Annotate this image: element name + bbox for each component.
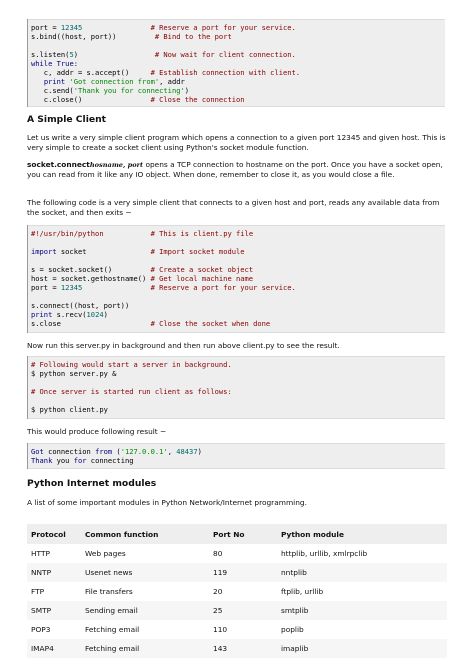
cell-python-module: nntplib — [277, 563, 447, 582]
cell-python-module: httplib, urllib, xmlrpclib — [281, 549, 368, 558]
code-token: '127.0.0.1' — [120, 447, 168, 456]
code-token: ) — [103, 310, 108, 319]
code-token: s.listen( — [31, 50, 70, 59]
cell-common-function: File transfers — [85, 587, 133, 596]
code-token: for — [73, 456, 87, 465]
code-token: s.connect((host, port)) — [31, 301, 130, 310]
code-token: s.bind(( — [31, 32, 66, 41]
code-line — [31, 238, 441, 247]
code-token: ) — [184, 86, 190, 95]
code-line — [31, 23, 441, 32]
code-token: host = socket.gethostname() — [31, 274, 147, 283]
code-token: # Following would start a server in background. — [31, 360, 232, 369]
code-token: : — [73, 59, 79, 68]
table-row — [27, 639, 447, 658]
code-token: # Get local machine name — [146, 274, 254, 283]
code-token — [31, 77, 44, 86]
code-line — [31, 405, 441, 414]
code-token: True — [56, 59, 74, 68]
code-line — [31, 360, 441, 369]
code-token: s = socket.socket() — [31, 265, 113, 274]
code-line — [31, 292, 441, 301]
code-token: socket — [56, 247, 87, 256]
cell-common-function: Usenet news — [81, 563, 209, 582]
code-line — [31, 283, 441, 292]
code-token: connecting — [86, 456, 134, 465]
code-line — [31, 50, 441, 59]
code-line — [31, 319, 441, 328]
code-token: import — [31, 247, 57, 256]
code-token: # Bind to the port — [116, 32, 232, 41]
code-token: s.recv( — [52, 310, 87, 319]
code-line — [31, 68, 441, 77]
result-intro-paragraph: This would produce following result − — [27, 427, 167, 436]
code-token: # Close the socket when done — [60, 319, 271, 328]
cell-protocol: POP3 — [31, 625, 51, 634]
table-row — [27, 544, 447, 563]
code-token: 'Thank you for connecting' — [73, 86, 185, 95]
table-row — [27, 563, 447, 582]
code-token: # Close the connection — [82, 95, 245, 104]
code-token: c.send( — [31, 86, 74, 95]
code-line — [31, 247, 441, 256]
code-line — [31, 59, 441, 68]
code-token: from — [95, 447, 113, 456]
code-line — [31, 32, 441, 41]
code-token: 1024 — [86, 310, 104, 319]
code-block-rule — [27, 356, 28, 419]
code-block-rule — [27, 19, 28, 107]
cell-common-function: Web pages — [85, 549, 126, 558]
code-token: you — [52, 456, 74, 465]
cell-protocol: IMAP4 — [27, 639, 81, 658]
socket-connect-term: socket.connect — [27, 160, 90, 169]
code-token: # Reserve a port for your service. — [82, 283, 296, 292]
code-token: port = — [31, 23, 61, 32]
code-token: c.close() — [31, 95, 83, 104]
code-token: Got — [31, 447, 44, 456]
client-code-block — [27, 225, 445, 333]
modules-table — [27, 524, 447, 658]
socket-connect-description: opens a TCP connection to hostname on the port. Once you have a socket open, you can read from it like any IO object. When done, remember to close it, as you would close a file. — [27, 160, 443, 179]
code-token: print — [43, 77, 66, 86]
code-token: connection — [43, 447, 96, 456]
code-token: # Import socket module — [86, 247, 245, 256]
code-token: ) — [73, 50, 78, 59]
client-intro-paragraph: The following code is a very simple client that connects to a given host and port, reads any available data from the socket, and then exits − — [27, 198, 440, 217]
code-token: port = — [31, 283, 61, 292]
cell-common-function: Fetching email — [85, 625, 140, 634]
code-line — [31, 456, 441, 465]
code-token: , — [167, 447, 177, 456]
cell-common-function: Sending email — [81, 601, 209, 620]
cell-port-no: 25 — [209, 601, 277, 620]
code-token: $ python client.py — [31, 405, 108, 414]
code-line — [31, 274, 441, 283]
code-line — [31, 265, 441, 274]
header-python-module: Python module — [277, 524, 447, 544]
table-header-row — [27, 524, 447, 544]
cell-python-module: poplib — [281, 625, 304, 634]
code-token: s.close — [31, 319, 61, 328]
table-row — [27, 601, 447, 620]
cell-protocol: HTTP — [31, 549, 50, 558]
code-line — [31, 301, 441, 310]
header-protocol: Protocol — [27, 524, 81, 544]
code-token: # Once server is started run client as follows: — [31, 387, 232, 396]
code-line — [31, 378, 441, 387]
code-token: # Now wait for client connection. — [78, 50, 296, 59]
code-token: while — [31, 59, 53, 68]
run-instructions-paragraph: Now run this server.py in background and then run above client.py to see the result. — [27, 341, 340, 350]
cell-port-no: 119 — [209, 563, 277, 582]
table-row — [27, 582, 447, 601]
code-line — [31, 229, 441, 238]
cell-python-module: imaplib — [277, 639, 447, 658]
modules-intro-paragraph: A list of some important modules in Python Network/Internet programming. — [27, 498, 307, 507]
section-heading-internet-modules: Python Internet modules — [27, 478, 157, 489]
table-row — [27, 620, 447, 639]
cell-protocol: SMTP — [27, 601, 81, 620]
code-token: 12345 — [60, 23, 83, 32]
code-token: ( — [112, 447, 121, 456]
code-token: print — [31, 310, 53, 319]
output-code-block — [27, 443, 445, 469]
cell-protocol: FTP — [31, 587, 45, 596]
header-port-no: Port No — [209, 524, 277, 544]
code-line — [31, 396, 441, 405]
code-token: 48437 — [176, 447, 198, 456]
code-token: host, port)) — [65, 32, 117, 41]
code-token: 12345 — [60, 283, 83, 292]
intro-paragraph: Let us write a very simple client program which opens a connection to a given port 12345 and given host. This is very simple to create a socket client using Python's socket module function. — [27, 133, 446, 152]
code-line — [31, 369, 441, 378]
code-block-rule — [27, 443, 28, 469]
code-line — [31, 447, 441, 456]
header-common-function: Common function — [81, 524, 209, 544]
code-token: ) — [197, 447, 202, 456]
section-heading-simple-client: A Simple Client — [27, 114, 107, 125]
code-line — [31, 387, 441, 396]
code-token: # This is client.py file — [103, 229, 254, 238]
code-token: c, addr = s.accept() — [31, 68, 130, 77]
cell-protocol: NNTP — [27, 563, 81, 582]
code-token: # Establish connection with client. — [129, 68, 301, 77]
code-token: # Create a socket object — [112, 265, 254, 274]
cell-port-no: 110 — [213, 625, 228, 634]
cell-port-no: 80 — [213, 549, 223, 558]
cell-port-no: 20 — [213, 587, 223, 596]
code-token: 5 — [69, 50, 74, 59]
code-line — [31, 86, 441, 95]
code-token: , addr — [159, 77, 185, 86]
code-token: 'Got connection from' — [69, 77, 160, 86]
server-code-block — [27, 19, 445, 107]
code-line — [31, 95, 441, 104]
code-line — [31, 77, 441, 86]
socket-connect-paragraph — [27, 160, 447, 180]
code-token: $ python server.py & — [31, 369, 117, 378]
code-block-rule — [27, 225, 28, 333]
code-line — [31, 310, 441, 319]
cell-common-function: Fetching email — [81, 639, 209, 658]
code-token: # Reserve a port for your service. — [82, 23, 296, 32]
cell-python-module: ftplib, urllib — [281, 587, 324, 596]
code-token: Thank — [31, 456, 53, 465]
code-token: #!/usr/bin/python — [31, 229, 104, 238]
cell-port-no: 143 — [209, 639, 277, 658]
cell-python-module: smtplib — [277, 601, 447, 620]
shell-code-block — [27, 356, 445, 419]
code-line — [31, 41, 441, 50]
code-line — [31, 256, 441, 265]
socket-connect-args: hosname, port — [89, 161, 144, 169]
